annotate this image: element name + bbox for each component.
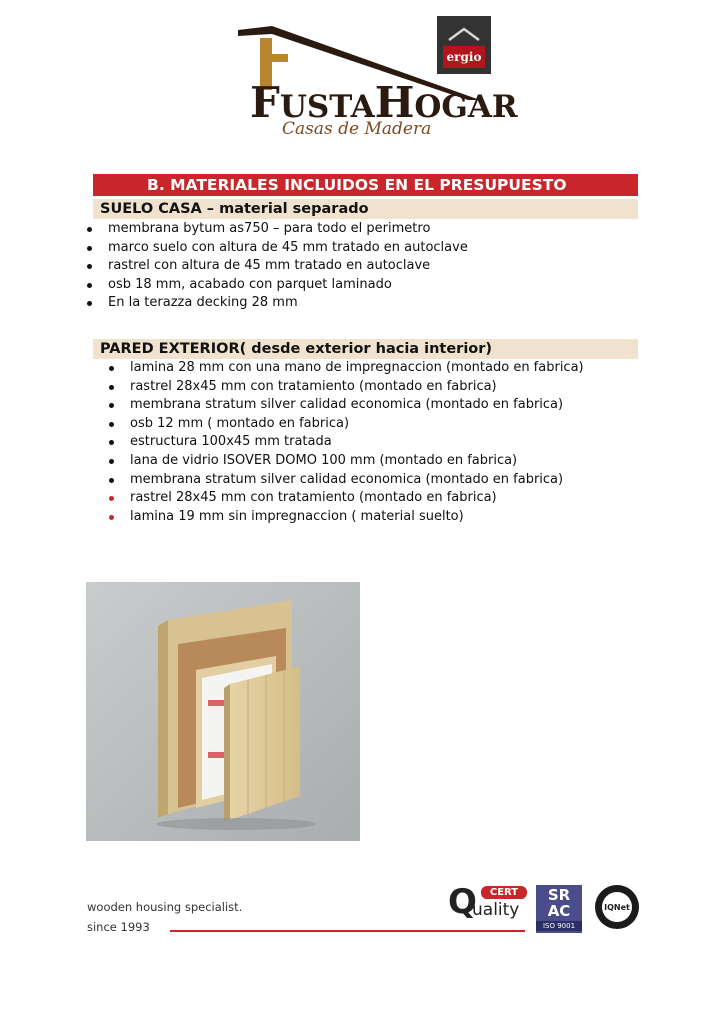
iqnet-seal-icon xyxy=(594,884,640,930)
partner-badge xyxy=(437,16,491,74)
list-item: rastrel con altura de 45 mm tratado en autoclave xyxy=(108,257,468,276)
bullet-icon xyxy=(109,496,114,501)
partner-badge-text: ergio xyxy=(443,46,485,68)
list-item: lamina 19 mm sin impregnaccion ( material suelto) xyxy=(130,508,584,527)
list-item: osb 12 mm ( montado en fabrica) xyxy=(130,415,584,434)
section-title: B. MATERIALES INCLUIDOS EN EL PRESUPUESTO xyxy=(93,174,638,196)
bullet-icon xyxy=(109,385,114,390)
bullet-icon xyxy=(109,422,114,427)
bullet-icon xyxy=(109,515,114,520)
footer-since: since 1993 xyxy=(87,920,150,934)
bullet-icon xyxy=(109,459,114,464)
footer-divider xyxy=(170,930,525,932)
logo-tagline: Casas de Madera xyxy=(282,119,432,139)
list-item: En la terazza decking 28 mm xyxy=(108,294,468,313)
bullet-icon xyxy=(109,478,114,483)
list-item: membrana bytum as750 – para todo el perimetro xyxy=(108,220,468,239)
cert-tag: CERT xyxy=(481,886,527,899)
wall-section-illustration xyxy=(86,582,360,841)
bullet-icon xyxy=(109,403,114,408)
list-item: membrana stratum silver calidad economica (montado en fabrica) xyxy=(130,396,584,415)
bullet-icon xyxy=(87,301,92,306)
list-item: lamina 28 mm con una mano de impregnaccion (montado en fabrica) xyxy=(130,359,584,378)
bullet-icon xyxy=(109,366,114,371)
list-item: osb 18 mm, acabado con parquet laminado xyxy=(108,276,468,295)
srac-mid: AC xyxy=(547,902,571,920)
bullet-icon xyxy=(87,283,92,288)
cert-quality-word: uality xyxy=(472,900,520,920)
house-icon xyxy=(445,26,483,48)
cert-q-letter: Q xyxy=(448,882,477,922)
list-item: membrana stratum silver calidad economica (montado en fabrica) xyxy=(130,471,584,490)
srac-iso-logo xyxy=(536,885,582,933)
bullet-icon xyxy=(87,246,92,251)
logo-wordmark: FUSTAHOGAR xyxy=(250,78,518,127)
cert-quality-logo xyxy=(448,882,528,922)
bullet-icon xyxy=(109,440,114,445)
footer-slogan: wooden housing specialist. xyxy=(87,900,243,914)
pared-heading: PARED EXTERIOR( desde exterior hacia interior) xyxy=(93,339,638,359)
suelo-list xyxy=(108,220,468,313)
pared-list xyxy=(130,359,584,526)
list-item: lana de vidrio ISOVER DOMO 100 mm (montado en fabrica) xyxy=(130,452,584,471)
srac-iso: ISO 9001 xyxy=(536,921,582,931)
bullet-icon xyxy=(87,264,92,269)
list-item: marco suelo con altura de 45 mm tratado en autoclave xyxy=(108,239,468,258)
srac-top: SR xyxy=(547,886,571,904)
list-item: estructura 100x45 mm tratada xyxy=(130,433,584,452)
list-item: rastrel 28x45 mm con tratamiento (montado en fabrica) xyxy=(130,489,584,508)
suelo-heading: SUELO CASA – material separado xyxy=(93,199,638,219)
list-item: rastrel 28x45 mm con tratamiento (montado en fabrica) xyxy=(130,378,584,397)
bullet-icon xyxy=(87,227,92,232)
iqnet-label: IQNet xyxy=(604,903,630,912)
